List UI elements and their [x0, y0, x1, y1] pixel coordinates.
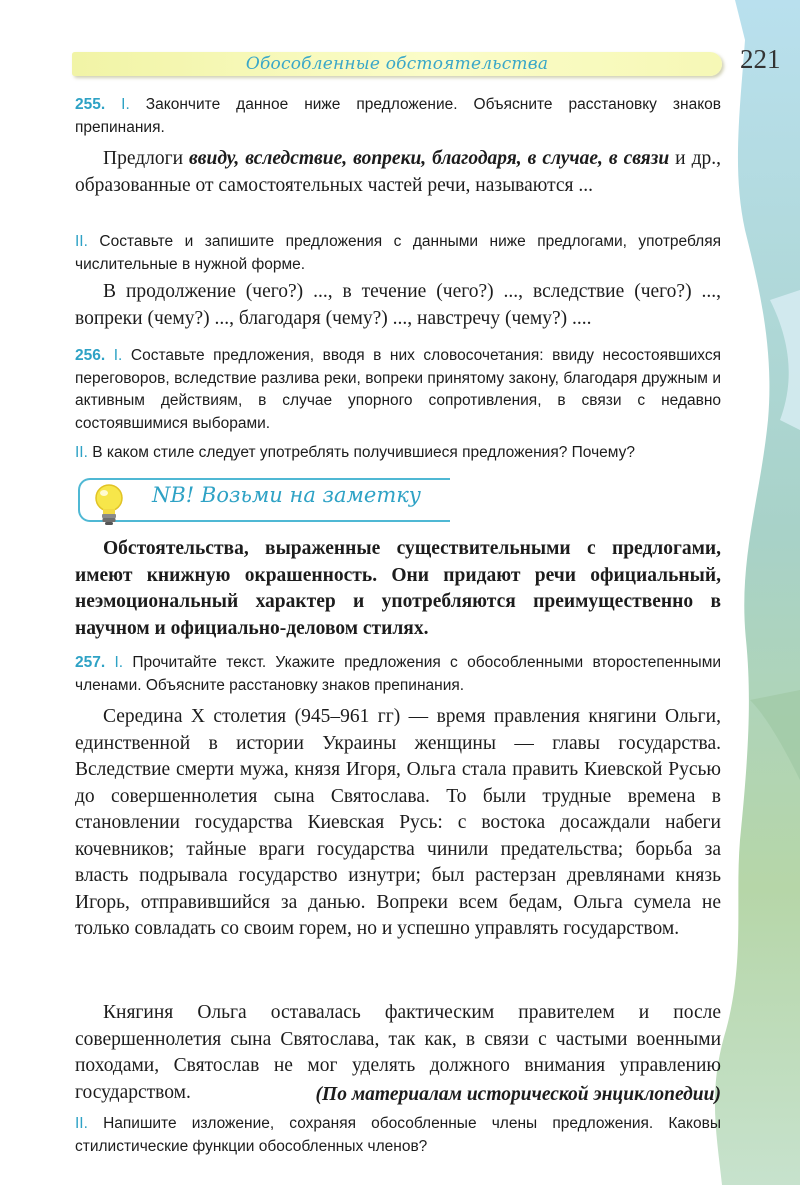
- page-number: 221: [740, 44, 781, 74]
- task-text: Прочитайте текст. Укажите предложения с обособленными второстепенными членами. Объясните расстановку знаков препинания.: [75, 654, 722, 694]
- exercise-257-task-2: [75, 1113, 721, 1158]
- lightbulb-icon: [92, 482, 126, 528]
- paragraph-text: Середина X столетия (945–961 гг) — время правления княгини Ольги, единственной в истории Украины женщины — главы государства. Вследствие смерти мужа, князя Игоря, Ольга стала править Киевской Русью до совершеннолетия сына Святослава. То были трудные времена в становлении государства Киевская Русь: с востока досаждали набеги кочевников; тайные враги государства чинили предательства; борьба за власть подрывала государство изнутри; был растерзан древлянами князь Игорь, отправившийся за данью. Вопреки всем бедам, Ольга сумела не только совладать со своим горем, но и успешно управлять государством.: [75, 706, 721, 939]
- section-title: Обособленные обстоятельства: [245, 54, 549, 74]
- section-header-bar: [72, 52, 722, 76]
- task-text: Напишите изложение, сохраняя обособленные члены предложения. Каковы стилистические функции обособленных членов?: [75, 1115, 722, 1155]
- sentence-end: и др., образованные от самостоятельных частей речи, называются ...: [75, 148, 721, 196]
- part-label: II.: [75, 444, 88, 461]
- part-label: I.: [113, 347, 123, 364]
- exercise-number: 255.: [75, 96, 106, 113]
- prepositions-list: В продолжение (чего?) ..., в течение (чего?) ..., вследствие (чего?) ..., вопреки (чему?) ..., благодаря (чему?) ..., навстречу (чему?) ....: [75, 281, 721, 329]
- exercise-257-paragraph-1: [75, 704, 721, 943]
- exercise-number: 256.: [75, 347, 106, 364]
- part-label: II.: [75, 233, 88, 250]
- exercise-255-task-1: [75, 94, 721, 139]
- paragraph-text: Княгиня Ольга оставалась фактическим правителем и после совершеннолетия сына Святослава, так как, в связи с частыми военными походами, Святослав не мог уделять должного внимания управлению государством.: [75, 1002, 721, 1103]
- part-label: I.: [114, 654, 124, 671]
- task-text: В каком стиле следует употреблять получившиеся предложения? Почему?: [92, 444, 635, 461]
- nb-note-header: [78, 478, 448, 518]
- exercise-256-task-1: [75, 345, 721, 435]
- exercise-257-source: [75, 1082, 721, 1109]
- exercise-255-task-2: [75, 231, 721, 276]
- nb-note-text: [75, 536, 721, 642]
- task-text: Составьте предложения, вводя в них словосочетания: ввиду несостоявшихся переговоров, вследствие разлива реки, вопреки принятому закону, благодаря дружным и активным действиям, в случае упорного сопротивления, в связи с недавно состоявшимися выборами.: [75, 347, 722, 432]
- part-label: II.: [75, 1115, 88, 1132]
- task-text: Закончите данное ниже предложение. Объясните расстановку знаков препинания.: [75, 96, 722, 136]
- exercise-255-prepositions: [75, 279, 721, 332]
- task-text: Составьте и запишите предложения с данными ниже предлогами, употребляя числительные в нужной форме.: [75, 233, 721, 273]
- nb-body: Обстоятельства, выраженные существительными с предлогами, имеют книжную окрашенность. Они придают речи официальный, неэмоциональный характер и употребляются преимущественно в научном и официально-деловом стилях.: [75, 538, 721, 639]
- sentence-prepositions: ввиду, вследствие, вопреки, благодаря, в случае, в связи: [189, 148, 670, 169]
- sentence-start: Предлоги: [103, 148, 190, 169]
- exercise-256-task-2: [75, 442, 721, 465]
- exercise-255-sentence: [75, 146, 721, 199]
- part-label: I.: [121, 96, 130, 113]
- source-text: (По материалам исторической энциклопедии): [315, 1084, 721, 1105]
- nb-title: NB! Возьми на заметку: [152, 483, 421, 507]
- exercise-257-task-1: [75, 652, 721, 697]
- exercise-number: 257.: [75, 654, 106, 671]
